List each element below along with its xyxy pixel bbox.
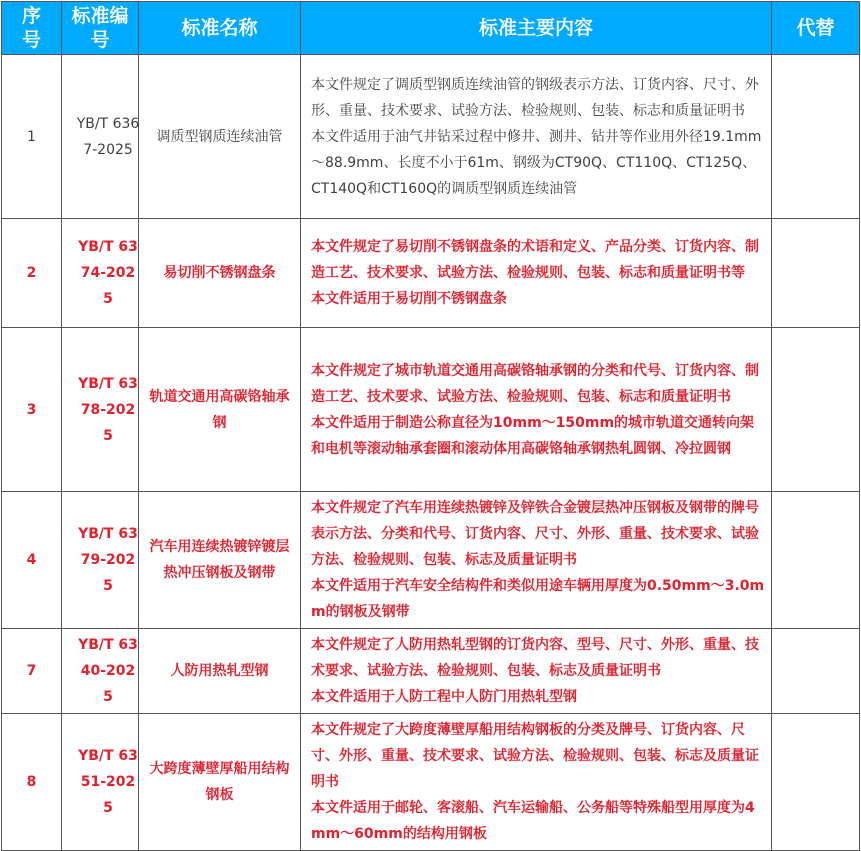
row-content [301,328,772,492]
table-row [2,328,860,492]
row-code [62,328,139,492]
row-code-text: YB/T 6378-2025 [78,375,138,444]
row-replace [772,55,860,219]
row-name: 汽车用连续热镀锌镀层热冲压钢板及钢带 [139,492,301,629]
content-application: 本文件适用于油气井钻采过程中修井、测井、钻井等作业用外径19.1mm～88.9mm、长度不小于61m、钢级为CT90Q、CT110Q、CT125Q、CT140Q和CT160Q的调质型钢质连续油管 [311,128,762,197]
content-application: 本文件适用于易切削不锈钢盘条 [311,291,507,307]
header-name: 标准名称 [139,2,301,55]
row-content [301,714,772,851]
row-content [301,219,772,328]
row-code-text: YB/T 6374-2025 [78,239,138,307]
row-code-text: YB/T 6379-2025 [78,526,138,594]
row-code [62,629,139,714]
row-code [62,55,139,219]
row-replace [772,714,860,851]
table-header-row [2,2,860,55]
content-scope: 本文件规定了调质型钢质连续油管的钢级表示方法、订货内容、尺寸、外形、重量、技术要求、试验方法、检验规则、包装、标志和质量证明书 [311,76,759,119]
content-scope: 本文件规定了人防用热轧型钢的订货内容、型号、尺寸、外形、重量、技术要求、试验方法、检验规则、包装、标志及质量证明书 [311,637,759,679]
table-row [2,714,860,851]
standards-table [1,1,860,851]
content-application: 本文件适用于制造公称直径为10mm～150mm的城市轨道交通转向架和电机等滚动轴承套圈和滚动体用高碳铬轴承钢热轧圆钢、冷拉圆钢 [311,414,755,457]
table-row [2,55,860,219]
row-seq: 7 [2,629,62,714]
header-content: 标准主要内容 [301,2,772,55]
row-seq: 4 [2,492,62,629]
row-seq: 8 [2,714,62,851]
row-code [62,219,139,328]
content-application: 本文件适用于人防工程中人防门用热轧型钢 [311,689,577,705]
content-scope: 本文件规定了城市轨道交通用高碳铬轴承钢的分类和代号、订货内容、制造工艺、技术要求、试验方法、检验规则、包装、标志和质量证明书 [311,362,759,405]
content-application: 本文件适用于汽车安全结构件和类似用途车辆用厚度为0.50mm～3.0mm的钢板及钢带 [311,578,765,620]
row-code [62,714,139,851]
content-scope: 本文件规定了大跨度薄壁厚船用结构钢板的分类及牌号、订货内容、尺寸、外形、重量、技术要求、试验方法、检验规则、包装、标志及质量证明书 [311,722,759,790]
content-scope: 本文件规定了易切削不锈钢盘条的术语和定义、产品分类、订货内容、制造工艺、技术要求、试验方法、检验规则、包装、标志和质量证明书等 [311,239,759,281]
table-row [2,492,860,629]
row-name: 调质型钢质连续油管 [139,55,301,219]
row-content [301,55,772,219]
row-name: 易切削不锈钢盘条 [139,219,301,328]
row-code-text: YB/T 6340-2025 [78,637,138,705]
content-application: 本文件适用于邮轮、客滚船、汽车运输船、公务船等特殊船型用厚度为4mm～60mm的结构用钢板 [311,800,755,842]
table-row [2,219,860,328]
row-name: 轨道交通用高碳铬轴承钢 [139,328,301,492]
row-name: 大跨度薄壁厚船用结构钢板 [139,714,301,851]
row-content [301,492,772,629]
row-name: 人防用热轧型钢 [139,629,301,714]
row-code [62,492,139,629]
table-row [2,629,860,714]
row-code-text: YB/T 6367-2025 [76,115,140,158]
row-content [301,629,772,714]
row-replace [772,328,860,492]
row-seq: 1 [2,55,62,219]
row-code-text: YB/T 6351-2025 [78,748,138,816]
row-replace [772,219,860,328]
row-replace [772,629,860,714]
header-code: 标准编号 [62,2,139,55]
row-seq: 2 [2,219,62,328]
row-replace [772,492,860,629]
row-seq: 3 [2,328,62,492]
header-seq: 序号 [2,2,62,55]
content-scope: 本文件规定了汽车用连续热镀锌及锌铁合金镀层热冲压钢板及钢带的牌号表示方法、分类和代号、订货内容、尺寸、外形、重量、技术要求、试验方法、检验规则、包装、标志及质量证明书 [311,500,759,568]
header-replace: 代替 [772,2,860,55]
